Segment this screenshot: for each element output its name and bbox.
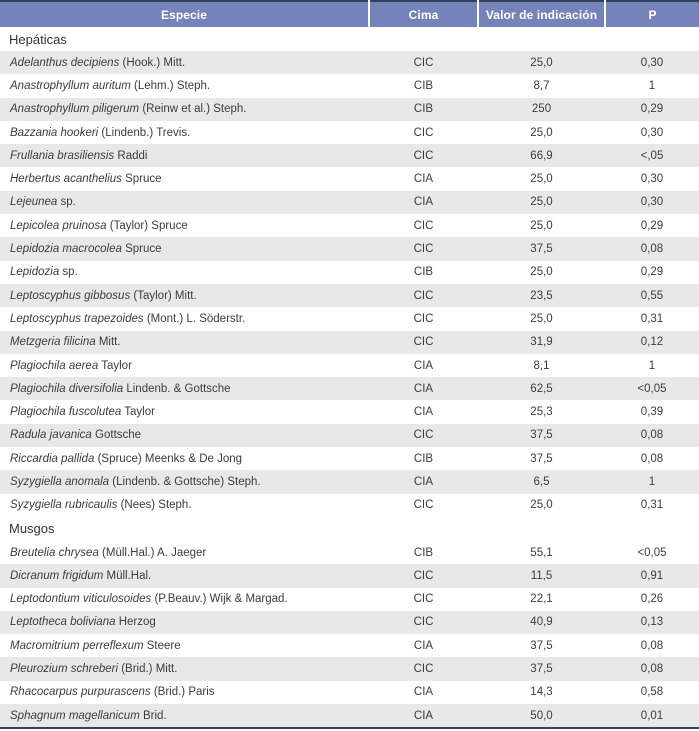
species-cell: Lepicolea pruinosa (Taylor) Spruce [10,219,188,232]
table-header [0,1,699,27]
cima-cell: CIB [413,546,434,559]
species-cell: Leptoscyphus gibbosus (Taylor) Mitt. [0,284,369,307]
table-row [0,98,699,121]
species-name-italic: Rhacocarpus purpurascens [10,686,151,699]
cima-cell: CIA [413,639,434,652]
species-cell: Macromitrium perreflexum Steere [10,639,181,652]
p-value-cell: 0,08 [605,237,699,260]
species-cell: Syzygiella rubricaulis (Nees) Steph. [10,499,192,512]
cima-cell: CIC [413,219,434,232]
species-cell: Lepidozia macrocolea Spruce [0,237,369,260]
species-name-italic: Leptoscyphus trapezoides [10,312,144,325]
species-cell: Breutelia chrysea (Müll.Hal.) A. Jaeger [10,546,207,559]
p-value-cell: 0,55 [605,284,699,307]
species-name-italic: Anastrophyllum auritum [10,79,131,92]
valor-indicacion-cell: 25,0 [530,312,553,325]
valor-indicacion-cell: 37,5 [478,657,605,680]
column-header-cima: Cima [369,1,478,27]
valor-indicacion-cell: 50,0 [478,704,605,728]
valor-indicacion-cell: 37,5 [478,424,605,447]
column-header-p: P [605,1,699,27]
cima-cell: CIC [413,126,434,139]
species-name-italic: Frullania brasiliensis [10,149,115,162]
species-name-italic: Dicranum frigidum [10,569,104,582]
p-value-cell: 0,08 [605,657,699,680]
valor-indicacion-cell: 37,5 [530,452,553,465]
species-name-italic: Macromitrium perreflexum [10,639,144,652]
table-row [0,657,699,680]
species-name-italic: Syzygiella anomala [10,475,110,488]
valor-indicacion-cell: 37,5 [530,639,553,652]
valor-indicacion-cell: 25,0 [530,266,553,279]
species-cell: Bazzania hookeri (Lindenb.) Trevis. [10,126,191,139]
table-row [0,261,699,284]
table-row [0,307,699,330]
species-cell: Anastrophyllum auritum (Lehm.) Steph. [10,79,211,92]
valor-indicacion-cell: 14,3 [530,686,553,699]
species-name-italic: Bazzania hookeri [10,126,99,139]
table-row [0,144,699,167]
p-value-cell: 0,30 [605,51,699,74]
column-header-especie: Especie [0,1,369,27]
species-cell: Adelanthus decipiens (Hook.) Mitt. [0,51,369,74]
header-row [0,1,699,27]
section-row [0,517,699,541]
cima-cell: CIC [369,237,478,260]
valor-indicacion-cell: 6,5 [478,470,605,493]
species-name-italic: Herbertus acanthelius [10,173,122,186]
table-row [0,424,699,447]
p-value-cell: 0,39 [640,406,664,419]
cima-cell: CIC [413,593,434,606]
p-value-cell: 0,31 [640,312,664,325]
valor-indicacion-cell: 22,1 [530,593,553,606]
table-row [0,284,699,307]
valor-indicacion-cell: 25,0 [478,51,605,74]
species-name-italic: Leptoscyphus gibbosus [10,289,131,302]
p-value-cell: 0,91 [605,564,699,587]
p-value-cell: 0,08 [640,452,664,465]
valor-indicacion-cell: 40,9 [478,611,605,634]
cima-cell: CIC [413,499,434,512]
table-row [0,447,699,470]
species-cell: Anastrophyllum piligerum (Reinw et al.) Steph. [0,98,369,121]
table-row [0,74,699,97]
table-row [0,377,699,400]
table-row [0,121,699,144]
cima-cell: CIA [413,686,434,699]
valor-indicacion-cell: 66,9 [478,144,605,167]
section-header-label: Musgos [0,517,699,541]
table-row [0,704,699,728]
species-name-italic: Anastrophyllum piligerum [10,103,140,116]
cima-cell: CIA [413,406,434,419]
table-row [0,564,699,587]
p-value-cell: <0,05 [637,546,667,559]
species-cell: Herbertus acanthelius Spruce [10,173,162,186]
cima-cell: CIC [369,424,478,447]
species-cell: Pleurozium schreberi (Brid.) Mitt. [0,657,369,680]
species-name-italic: Plagiochila fuscolutea [10,406,122,419]
species-name-italic: Plagiochila aerea [10,359,99,372]
valor-indicacion-cell: 62,5 [478,377,605,400]
valor-indicacion-cell: 25,0 [530,173,553,186]
p-value-cell: 0,13 [605,611,699,634]
species-name-italic: Leptotheca boliviana [10,616,116,629]
p-value-cell: 0,29 [605,98,699,121]
species-cell: Riccardia pallida (Spruce) Meenks & De Jong [10,452,243,465]
valor-indicacion-cell: 55,1 [530,546,553,559]
table-row [0,634,699,657]
p-value-cell: 0,08 [605,424,699,447]
cima-cell: CIA [369,470,478,493]
species-name-italic: Plagiochila diversifolia [10,382,124,395]
species-name-italic: Adelanthus decipiens [10,56,120,69]
cima-cell: CIB [369,98,478,121]
species-cell: Sphagnum magellanicum Brid. [0,704,369,728]
table-body [0,27,699,728]
valor-indicacion-cell: 25,0 [530,219,553,232]
p-value-cell: <,05 [605,144,699,167]
species-cell: Plagiochila fuscolutea Taylor [10,406,155,419]
species-name-italic: Syzygiella rubricaulis [10,499,118,512]
p-value-cell: <0,05 [605,377,699,400]
species-cell: Lepidozia sp. [10,266,78,279]
p-value-cell: 0,01 [605,704,699,728]
valor-indicacion-cell: 31,9 [478,331,605,354]
valor-indicacion-cell: 25,0 [530,499,553,512]
cima-cell: CIC [413,312,434,325]
valor-indicacion-cell: 25,0 [530,126,553,139]
valor-indicacion-cell: 8,1 [533,359,550,372]
p-value-cell: 0,30 [605,191,699,214]
species-cell: Radula javanica Gottsche [0,424,369,447]
p-value-cell: 0,26 [640,593,664,606]
species-name-italic: Pleurozium schreberi [10,663,119,676]
species-cell: Syzygiella anomala (Lindenb. & Gottsche) Steph. [0,470,369,493]
valor-indicacion-cell: 37,5 [478,237,605,260]
cima-cell: CIC [369,657,478,680]
cima-cell: CIA [369,704,478,728]
cima-cell: CIC [369,51,478,74]
cima-cell: CIA [413,173,434,186]
table-row [0,588,699,611]
table-row [0,331,699,354]
table-row [0,214,699,237]
section-row [0,27,699,51]
species-cell: Leptodontium viticulosoides (P.Beauv.) Wijk & Margad. [10,593,288,606]
p-value-cell: 0,58 [640,686,664,699]
species-name-italic: Sphagnum magellanicum [10,709,140,722]
valor-indicacion-cell: 250 [478,98,605,121]
species-name-italic: Breutelia chrysea [10,546,99,559]
p-value-cell: 1 [605,470,699,493]
p-value-cell: 1 [648,359,656,372]
cima-cell: CIC [369,564,478,587]
species-name-italic: Lejeunea [10,196,58,209]
species-cell: Metzgeria filicina Mitt. [0,331,369,354]
species-cell: Dicranum frigidum Müll.Hal. [0,564,369,587]
p-value-cell: 0,12 [605,331,699,354]
p-value-cell: 0,29 [640,219,664,232]
table-row [0,51,699,74]
cima-cell: CIC [369,611,478,634]
table-row [0,681,699,704]
table-row [0,167,699,190]
valor-indicacion-cell: 25,0 [478,191,605,214]
species-cell: Leptotheca boliviana Herzog [0,611,369,634]
cima-cell: CIB [413,266,434,279]
cima-cell: CIC [369,331,478,354]
column-header-valor-indicacion: Valor de indicación [478,1,605,27]
species-name-italic: Radula javanica [10,429,92,442]
valor-indicacion-cell: 11,5 [478,564,605,587]
p-value-cell: 0,08 [640,639,664,652]
cima-cell: CIC [369,144,478,167]
p-value-cell: 0,30 [640,173,664,186]
table-row [0,541,699,564]
species-name-italic: Leptodontium viticulosoides [10,593,152,606]
table-row [0,470,699,493]
cima-cell: CIB [413,452,434,465]
species-cell: Plagiochila diversifolia Lindenb. & Gottsche [0,377,369,400]
p-value-cell: 0,29 [640,266,664,279]
species-cell: Lejeunea sp. [0,191,369,214]
species-name-italic: Lepidozia macrocolea [10,243,122,256]
species-cell: Leptoscyphus trapezoides (Mont.) L. Söderstr. [10,312,246,325]
p-value-cell: 0,31 [640,499,664,512]
p-value-cell: 0,30 [640,126,664,139]
cima-cell: CIB [413,79,434,92]
section-header-label: Hepáticas [0,27,699,51]
species-name-italic: Lepidozia [10,266,60,279]
table-row [0,611,699,634]
cima-cell: CIC [369,284,478,307]
table-row [0,191,699,214]
cima-cell: CIA [369,191,478,214]
valor-indicacion-cell: 25,3 [530,406,553,419]
species-cell: Rhacocarpus purpurascens (Brid.) Paris [10,686,215,699]
table-row [0,354,699,377]
species-cell: Plagiochila aerea Taylor [10,359,132,372]
cima-cell: CIA [413,359,434,372]
table-row [0,494,699,517]
species-cell: Frullania brasiliensis Raddi [0,144,369,167]
species-name-italic: Metzgeria filicina [10,336,96,349]
table-row [0,237,699,260]
valor-indicacion-cell: 23,5 [478,284,605,307]
species-name-italic: Lepicolea pruinosa [10,219,107,232]
species-name-italic: Riccardia pallida [10,452,95,465]
p-value-cell: 1 [648,79,656,92]
cima-cell: CIA [369,377,478,400]
table-row [0,400,699,423]
valor-indicacion-cell: 8,7 [533,79,550,92]
